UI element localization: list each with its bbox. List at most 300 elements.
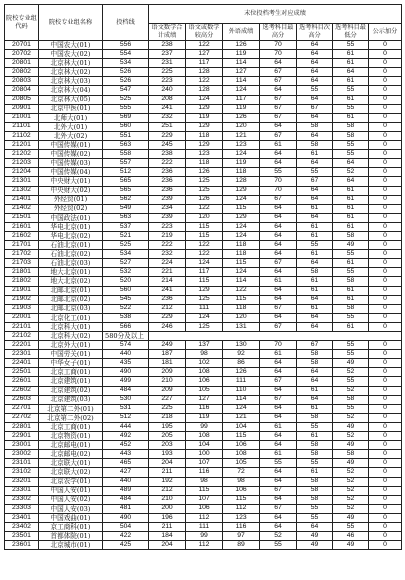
- cell-admission-line: 565: [103, 186, 149, 195]
- cell-chinese-math-total: 222: [149, 241, 186, 250]
- cell-elective-second: 58: [297, 268, 333, 277]
- cell-admission-line: 481: [103, 504, 149, 513]
- cell-elective-lowest: 58: [333, 122, 369, 131]
- cell-chinese-math-higher: 126: [186, 168, 223, 177]
- cell-foreign-language: 115: [223, 295, 260, 304]
- cell-bonus-points: 0: [369, 159, 402, 168]
- cell-foreign-language: 106: [223, 486, 260, 495]
- cell-chinese-math-higher: 125: [186, 186, 223, 195]
- cell-admission-line: 435: [103, 359, 149, 368]
- cell-elective-highest: 64: [260, 86, 297, 95]
- cell-elective-highest: 64: [260, 522, 297, 531]
- cell-foreign-language: 121: [223, 413, 260, 422]
- cell-group-name: 中国传媒(02): [39, 150, 103, 159]
- cell-elective-second: 58: [297, 359, 333, 368]
- cell-foreign-language: 122: [223, 286, 260, 295]
- cell-foreign-language: 120: [223, 122, 260, 131]
- cell-group-code: 22701: [5, 404, 39, 413]
- cell-admission-line: 504: [103, 522, 149, 531]
- cell-chinese-math-higher: 111: [186, 304, 223, 313]
- cell-elective-second: 55: [297, 422, 333, 431]
- cell-group-code: 22101: [5, 322, 39, 331]
- cell-elective-second: 61: [297, 468, 333, 477]
- cell-chinese-math-total: 240: [149, 86, 186, 95]
- cell-chinese-math-total: 239: [149, 195, 186, 204]
- cell-elective-second: 49: [297, 541, 333, 550]
- cell-admission-line: 443: [103, 450, 149, 459]
- table-row: [5, 532, 402, 541]
- table-row: [5, 59, 402, 68]
- cell-chinese-math-total: 229: [149, 131, 186, 140]
- cell-bonus-points: 0: [369, 395, 402, 404]
- cell-bonus-points: 0: [369, 277, 402, 286]
- cell-chinese-math-total: 218: [149, 413, 186, 422]
- cell-elective-second: 64: [297, 295, 333, 304]
- cell-elective-lowest: 61: [333, 259, 369, 268]
- cell-admission-line: 566: [103, 322, 149, 331]
- cell-elective-second: 61: [297, 231, 333, 240]
- cell-elective-lowest: 58: [333, 231, 369, 240]
- table-row: [5, 513, 402, 522]
- cell-elective-lowest: 55: [333, 522, 369, 531]
- table-row: [5, 541, 402, 550]
- cell-foreign-language: 121: [223, 131, 260, 140]
- cell-admission-line: 558: [103, 150, 149, 159]
- cell-elective-lowest: 49: [333, 441, 369, 450]
- cell-elective-lowest: 55: [333, 404, 369, 413]
- cell-elective-highest: 64: [260, 441, 297, 450]
- cell-admission-line: 490: [103, 368, 149, 377]
- cell-elective-lowest: 61: [333, 204, 369, 213]
- cell-chinese-math-higher: 128: [186, 68, 223, 77]
- cell-elective-second: 64: [297, 377, 333, 386]
- cell-bonus-points: 0: [369, 222, 402, 231]
- cell-foreign-language: 131: [223, 322, 260, 331]
- cell-group-name: 地大北京(01): [39, 268, 103, 277]
- cell-chinese-math-higher: 126: [186, 195, 223, 204]
- cell-elective-highest: 64: [260, 222, 297, 231]
- cell-chinese-math-higher: 129: [186, 122, 223, 131]
- cell-chinese-math-higher: 106: [186, 504, 223, 513]
- table-row: [5, 268, 402, 277]
- cell-group-name: 中国政法(01): [39, 213, 103, 222]
- table-row: [5, 459, 402, 468]
- cell-foreign-language: 129: [223, 186, 260, 195]
- cell-admission-line: 484: [103, 495, 149, 504]
- cell-group-code: 23301: [5, 486, 39, 495]
- cell-bonus-points: 0: [369, 441, 402, 450]
- cell-admission-line: 534: [103, 59, 149, 68]
- cell-elective-highest: 64: [260, 404, 297, 413]
- cell-elective-highest: 64: [260, 159, 297, 168]
- cell-group-name: 中央财大(01): [39, 177, 103, 186]
- cell-chinese-math-higher: 115: [186, 277, 223, 286]
- cell-elective-lowest: 58: [333, 277, 369, 286]
- cell-admission-line: 484: [103, 386, 149, 395]
- cell-chinese-math-higher: 112: [186, 541, 223, 550]
- cell-elective-lowest: 55: [333, 250, 369, 259]
- cell-elective-lowest: 58: [333, 450, 369, 459]
- cell-group-name: 北京物资(01): [39, 432, 103, 441]
- table-row: [5, 277, 402, 286]
- cell-elective-lowest: 55: [333, 377, 369, 386]
- table-row: [5, 322, 402, 331]
- cell-elective-highest: 55: [260, 168, 297, 177]
- cell-chinese-math-total: 193: [149, 450, 186, 459]
- cell-chinese-math-total: 232: [149, 250, 186, 259]
- cell-chinese-math-total: 237: [149, 50, 186, 59]
- cell-bonus-points: 0: [369, 295, 402, 304]
- cell-elective-highest: 67: [260, 322, 297, 331]
- cell-group-code: 21102: [5, 131, 39, 140]
- cell-chinese-math-total: 239: [149, 213, 186, 222]
- cell-elective-second: 64: [297, 95, 333, 104]
- cell-elective-highest: 61: [260, 350, 297, 359]
- cell-admission-line: 547: [103, 86, 149, 95]
- cell-elective-second: 64: [297, 113, 333, 122]
- cell-bonus-points: 0: [369, 368, 402, 377]
- cell-admission-line: 557: [103, 159, 149, 168]
- cell-admission-line: 490: [103, 513, 149, 522]
- cell-elective-second: 64: [297, 259, 333, 268]
- cell-elective-second: 64: [297, 522, 333, 531]
- cell-elective-highest: 64: [260, 59, 297, 68]
- cell-admission-line: 526: [103, 77, 149, 86]
- cell-admission-line: 521: [103, 231, 149, 240]
- cell-elective-lowest: 52: [333, 386, 369, 395]
- cell-elective-highest: 64: [260, 468, 297, 477]
- cell-chinese-math-total: 211: [149, 468, 186, 477]
- cell-foreign-language: 126: [223, 113, 260, 122]
- table-row: [5, 350, 402, 359]
- cell-elective-second: 58: [297, 477, 333, 486]
- cell-bonus-points: 0: [369, 195, 402, 204]
- cell-admission-line: 563: [103, 213, 149, 222]
- cell-admission-line: 554: [103, 50, 149, 59]
- cell-foreign-language: 118: [223, 241, 260, 250]
- cell-group-name: 北京邮电(01): [39, 441, 103, 450]
- cell-chinese-math-higher: 118: [186, 159, 223, 168]
- cell-elective-lowest: 55: [333, 41, 369, 50]
- cell-elective-lowest: 58: [333, 304, 369, 313]
- cell-group-name: 北京工商(01): [39, 422, 103, 431]
- cell-chinese-math-higher: 122: [186, 204, 223, 213]
- cell-elective-second: 58: [297, 441, 333, 450]
- cell-group-code: 21203: [5, 159, 39, 168]
- cell-chinese-math-total: 204: [149, 541, 186, 550]
- cell-elective-second: 61: [297, 404, 333, 413]
- cell-admission-line: 512: [103, 413, 149, 422]
- cell-elective-second: 64: [297, 159, 333, 168]
- cell-foreign-language: 115: [223, 259, 260, 268]
- cell-bonus-points: 0: [369, 41, 402, 50]
- cell-elective-lowest: 61: [333, 113, 369, 122]
- cell-group-name: 中国人安(03): [39, 504, 103, 513]
- cell-elective-highest: 64: [260, 368, 297, 377]
- cell-elective-second: 55: [297, 241, 333, 250]
- cell-group-name: 北外大(02): [39, 131, 103, 140]
- cell-chinese-math-total: 212: [149, 486, 186, 495]
- cell-bonus-points: 0: [369, 77, 402, 86]
- cell-elective-highest: 67: [260, 95, 297, 104]
- cell-foreign-language: 104: [223, 422, 260, 431]
- cell-group-name: 北京第二外(02): [39, 413, 103, 422]
- cell-foreign-language: 124: [223, 195, 260, 204]
- cell-group-code: 20803: [5, 77, 39, 86]
- cell-chinese-math-total: 234: [149, 204, 186, 213]
- cell-elective-highest: 67: [260, 113, 297, 122]
- cell-elective-lowest: 49: [333, 513, 369, 522]
- cell-elective-lowest: 55: [333, 313, 369, 322]
- cell-elective-highest: 55: [260, 541, 297, 550]
- cell-group-name: 中国人安(02): [39, 495, 103, 504]
- header-chinese-math-higher: 语文或数学较高分: [186, 24, 223, 41]
- cell-group-code: 21701: [5, 241, 39, 250]
- cell-foreign-language: 124: [223, 86, 260, 95]
- cell-group-code: 21903: [5, 304, 39, 313]
- cell-group-name: 北京联大(01): [39, 459, 103, 468]
- cell-chinese-math-higher: 124: [186, 313, 223, 322]
- cell-elective-lowest: 58: [333, 395, 369, 404]
- cell-group-code: 21703: [5, 259, 39, 268]
- cell-bonus-points: 0: [369, 131, 402, 140]
- cell-elective-highest: 61: [260, 277, 297, 286]
- cell-elective-second: 58: [297, 413, 333, 422]
- table-row: [5, 241, 402, 250]
- cell-bonus-points: 0: [369, 459, 402, 468]
- cell-elective-highest: 64: [260, 241, 297, 250]
- cell-foreign-language: 98: [223, 477, 260, 486]
- table-row: [5, 404, 402, 413]
- cell-admission-line: 422: [103, 532, 149, 541]
- cell-elective-highest: 67: [260, 304, 297, 313]
- cell-chinese-math-higher: 111: [186, 522, 223, 531]
- cell-elective-second: 64: [297, 313, 333, 322]
- cell-elective-second: 64: [297, 368, 333, 377]
- cell-chinese-math-total: 209: [149, 386, 186, 395]
- cell-chinese-math-higher: 115: [186, 222, 223, 231]
- cell-elective-lowest: 46: [333, 532, 369, 541]
- cell-foreign-language: 86: [223, 359, 260, 368]
- cell-group-name: 北京科大(02): [39, 332, 103, 341]
- cell-admission-line: 522: [103, 304, 149, 313]
- cell-chinese-math-total: 210: [149, 495, 186, 504]
- cell-elective-second: 67: [297, 177, 333, 186]
- table-row: [5, 177, 402, 186]
- cell-elective-highest: 52: [260, 532, 297, 541]
- cell-admission-line: 565: [103, 177, 149, 186]
- cell-admission-line: 512: [103, 168, 149, 177]
- cell-group-name: 京工商科(01): [39, 522, 103, 531]
- cell-elective-second: 64: [297, 213, 333, 222]
- cell-elective-highest: 61: [260, 450, 297, 459]
- cell-bonus-points: 0: [369, 341, 402, 350]
- cell-chinese-math-higher: 106: [186, 377, 223, 386]
- cell-admission-line: 492: [103, 432, 149, 441]
- cell-chinese-math-total: 192: [149, 477, 186, 486]
- cell-elective-highest: 67: [260, 77, 297, 86]
- cell-foreign-language: 114: [223, 59, 260, 68]
- cell-chinese-math-higher: 127: [186, 395, 223, 404]
- cell-chinese-math-total: 249: [149, 341, 186, 350]
- cell-elective-second: 64: [297, 186, 333, 195]
- cell-group-name: 中国传媒(03): [39, 159, 103, 168]
- header-elective-lowest: 选考科目最低分: [333, 24, 369, 41]
- cell-elective-second: 64: [297, 77, 333, 86]
- cell-group-name: 北京林大(04): [39, 86, 103, 95]
- cell-elective-second: 61: [297, 286, 333, 295]
- cell-chinese-math-higher: 117: [186, 268, 223, 277]
- cell-group-name: 中国劳关(01): [39, 350, 103, 359]
- cell-chinese-math-total: 229: [149, 313, 186, 322]
- cell-foreign-language: 108: [223, 450, 260, 459]
- table-row: [5, 395, 402, 404]
- cell-bonus-points: 0: [369, 113, 402, 122]
- cell-chinese-math-higher: 99: [186, 532, 223, 541]
- cell-group-code: 22201: [5, 341, 39, 350]
- cell-admission-line: 526: [103, 68, 149, 77]
- cell-admission-line: 427: [103, 468, 149, 477]
- cell-chinese-math-total: 236: [149, 168, 186, 177]
- cell-chinese-math-total: 211: [149, 522, 186, 531]
- cell-elective-highest: 64: [260, 250, 297, 259]
- cell-group-name: 中国戏曲(01): [39, 513, 103, 522]
- cell-elective-second: 64: [297, 50, 333, 59]
- cell-admission-line: 563: [103, 141, 149, 150]
- cell-group-code: 21602: [5, 231, 39, 240]
- cell-group-code: 23101: [5, 459, 39, 468]
- cell-chinese-math-higher: 98: [186, 477, 223, 486]
- cell-group-code: 22001: [5, 313, 39, 322]
- cell-bonus-points: 0: [369, 468, 402, 477]
- cell-elective-second: 67: [297, 104, 333, 113]
- cell-foreign-language: 118: [223, 168, 260, 177]
- cell-elective-lowest: 52: [333, 432, 369, 441]
- cell-elective-highest: 67: [260, 131, 297, 140]
- table-row: [5, 250, 402, 259]
- cell-bonus-points: 0: [369, 95, 402, 104]
- cell-elective-lowest: 49: [333, 359, 369, 368]
- cell-elective-highest: 64: [260, 286, 297, 295]
- cell-foreign-language: 117: [223, 95, 260, 104]
- cell-elective-highest: 64: [260, 432, 297, 441]
- cell-bonus-points: 0: [369, 241, 402, 250]
- cell-admission-line: 489: [103, 486, 149, 495]
- cell-group-name: 北京化工(01): [39, 313, 103, 322]
- cell-elective-lowest: 61: [333, 186, 369, 195]
- cell-elective-highest: 64: [260, 477, 297, 486]
- cell-admission-line: 549: [103, 204, 149, 213]
- cell-bonus-points: 0: [369, 522, 402, 531]
- cell-group-code: 21902: [5, 295, 39, 304]
- cell-admission-line: 569: [103, 113, 149, 122]
- cell-elective-lowest: 49: [333, 241, 369, 250]
- cell-elective-lowest: 55: [333, 341, 369, 350]
- cell-admission-line: 551: [103, 131, 149, 140]
- cell-chinese-math-total: 214: [149, 277, 186, 286]
- table-row: [5, 122, 402, 131]
- cell-elective-second: 55: [297, 86, 333, 95]
- cell-chinese-math-total: 200: [149, 504, 186, 513]
- cell-bonus-points: 0: [369, 404, 402, 413]
- cell-bonus-points: 0: [369, 250, 402, 259]
- cell-group-code: 21302: [5, 186, 39, 195]
- table-row: [5, 222, 402, 231]
- cell-elective-second: 58: [297, 450, 333, 459]
- table-row: [5, 195, 402, 204]
- table-row: [5, 113, 402, 122]
- cell-group-code: 21501: [5, 213, 39, 222]
- cell-group-name: 北京林大(01): [39, 59, 103, 68]
- cell-group-name: 北邮北京(03): [39, 304, 103, 313]
- cell-admission-line: 525: [103, 241, 149, 250]
- cell-group-name: 华电北京(01): [39, 222, 103, 231]
- cell-elective-lowest: 52: [333, 368, 369, 377]
- cell-elective-highest: 67: [260, 377, 297, 386]
- cell-chinese-math-total: 225: [149, 404, 186, 413]
- cell-group-code: 21204: [5, 168, 39, 177]
- cell-bonus-points: 0: [369, 450, 402, 459]
- table-row: [5, 286, 402, 295]
- cell-group-code: 23402: [5, 522, 39, 531]
- cell-elective-lowest: 55: [333, 268, 369, 277]
- cell-admission-line: 440: [103, 350, 149, 359]
- cell-bonus-points: 0: [369, 504, 402, 513]
- cell-group-name: 北京中医(01): [39, 104, 103, 113]
- cell-chinese-math-total: 241: [149, 286, 186, 295]
- cell-bonus-points: 0: [369, 477, 402, 486]
- cell-foreign-language: 130: [223, 341, 260, 350]
- cell-group-name: 北京农学(01): [39, 477, 103, 486]
- cell-admission-line: 527: [103, 259, 149, 268]
- cell-chinese-math-higher: 104: [186, 441, 223, 450]
- cell-chinese-math-total: 231: [149, 59, 186, 68]
- cell-chinese-math-total: 227: [149, 395, 186, 404]
- cell-admission-line: 425: [103, 541, 149, 550]
- cell-chinese-math-higher: 128: [186, 86, 223, 95]
- cell-group-name: 中央财大(02): [39, 186, 103, 195]
- cell-group-name: 北师大(01): [39, 113, 103, 122]
- cell-foreign-language: 97: [223, 532, 260, 541]
- cell-group-name: 北京林大(03): [39, 77, 103, 86]
- table-row: [5, 432, 402, 441]
- cell-chinese-math-total: 236: [149, 177, 186, 186]
- cell-elective-lowest: 61: [333, 195, 369, 204]
- cell-bonus-points: 0: [369, 231, 402, 240]
- cell-chinese-math-higher: 115: [186, 231, 223, 240]
- table-row: [5, 313, 402, 322]
- cell-chinese-math-higher: 116: [186, 468, 223, 477]
- table-row: [5, 186, 402, 195]
- table-row: [5, 468, 402, 477]
- table-row: [5, 104, 402, 113]
- table-row: [5, 295, 402, 304]
- cell-group-name: 中国农大(01): [39, 41, 103, 50]
- cell-chinese-math-total: 238: [149, 41, 186, 50]
- cell-group-code: 21901: [5, 286, 39, 295]
- cell-foreign-language: 119: [223, 104, 260, 113]
- table-row: [5, 231, 402, 240]
- cell-bonus-points: 0: [369, 268, 402, 277]
- table-row: [5, 141, 402, 150]
- cell-chinese-math-higher: 124: [186, 95, 223, 104]
- cell-bonus-points: 0: [369, 177, 402, 186]
- cell-elective-second: 58: [297, 486, 333, 495]
- cell-admission-line: 556: [103, 41, 149, 50]
- cell-elective-lowest: 52: [333, 168, 369, 177]
- cell-chinese-math-total: 204: [149, 459, 186, 468]
- cell-admission-line: 525: [103, 95, 149, 104]
